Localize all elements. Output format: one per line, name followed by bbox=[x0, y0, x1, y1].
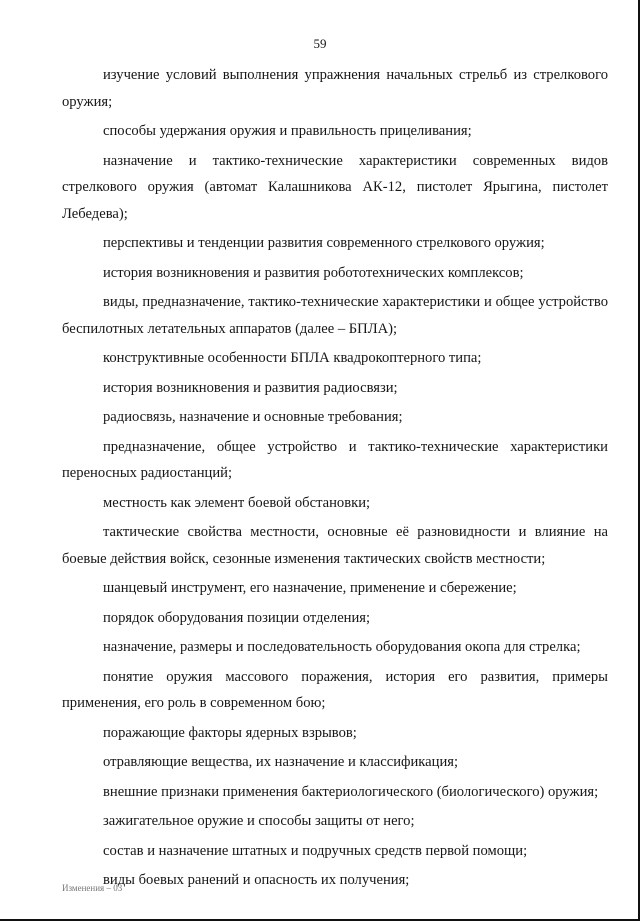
body-text bbox=[62, 62, 608, 897]
paragraph: назначение и тактико-технические характеристики современных видов стрелкового оружия (автомат Калашникова АК-12, пистолет Ярыгина, пистолет Лебедева); bbox=[62, 152, 608, 222]
paragraph: история возникновения и развития робототехнических комплексов; bbox=[103, 264, 524, 281]
footer-revision-note: Изменения – 03 bbox=[62, 883, 123, 893]
paragraph: конструктивные особенности БПЛА квадрокоптерного типа; bbox=[103, 350, 482, 366]
paragraph: поражающие факторы ядерных взрывов; bbox=[103, 724, 357, 741]
paragraph: способы удержания оружия и правильность прицеливания; bbox=[103, 123, 472, 139]
paragraph: порядок оборудования позиции отделения; bbox=[103, 609, 371, 626]
paragraph: состав и назначение штатных и подручных средств первой помощи; bbox=[103, 842, 528, 859]
paragraph: тактические свойства местности, основные её разновидности и влияние на боевые действия войск, сезонные изменения тактических свойств местности; bbox=[62, 524, 608, 567]
paragraph: виды, предназначение, тактико-технические характеристики и общее устройство беспилотных летательных аппаратов (далее – БПЛА); bbox=[62, 294, 608, 337]
paragraph: радиосвязь, назначение и основные требования; bbox=[103, 409, 403, 425]
paragraph: виды боевых ранений и опасность их получения; bbox=[103, 872, 410, 888]
paragraph: изучение условий выполнения упражнения начальных стрельб из стрелкового оружия; bbox=[62, 67, 608, 110]
paragraph: предназначение, общее устройство и тактико-технические характеристики переносных радиостанций; bbox=[62, 438, 608, 481]
paragraph: перспективы и тенденции развития современного стрелкового оружия; bbox=[103, 235, 545, 251]
paragraph: шанцевый инструмент, его назначение, применение и сбережение; bbox=[103, 580, 517, 596]
paragraph: внешние признаки применения бактериологического (биологического) оружия; bbox=[103, 783, 599, 800]
paragraph: зажигательное оружие и способы защиты от него; bbox=[103, 813, 415, 829]
page-number: 59 bbox=[313, 36, 327, 51]
paragraph: отравляющие вещества, их назначение и классификация; bbox=[103, 754, 459, 770]
paragraph: местность как элемент боевой обстановки; bbox=[103, 494, 371, 511]
paragraph: понятие оружия массового поражения, история его развития, примеры применения, его роль в современном бою; bbox=[62, 668, 608, 711]
paragraph: история возникновения и развития радиосвязи; bbox=[103, 379, 398, 396]
paragraph: назначение, размеры и последовательность оборудования окопа для стрелка; bbox=[103, 639, 581, 655]
